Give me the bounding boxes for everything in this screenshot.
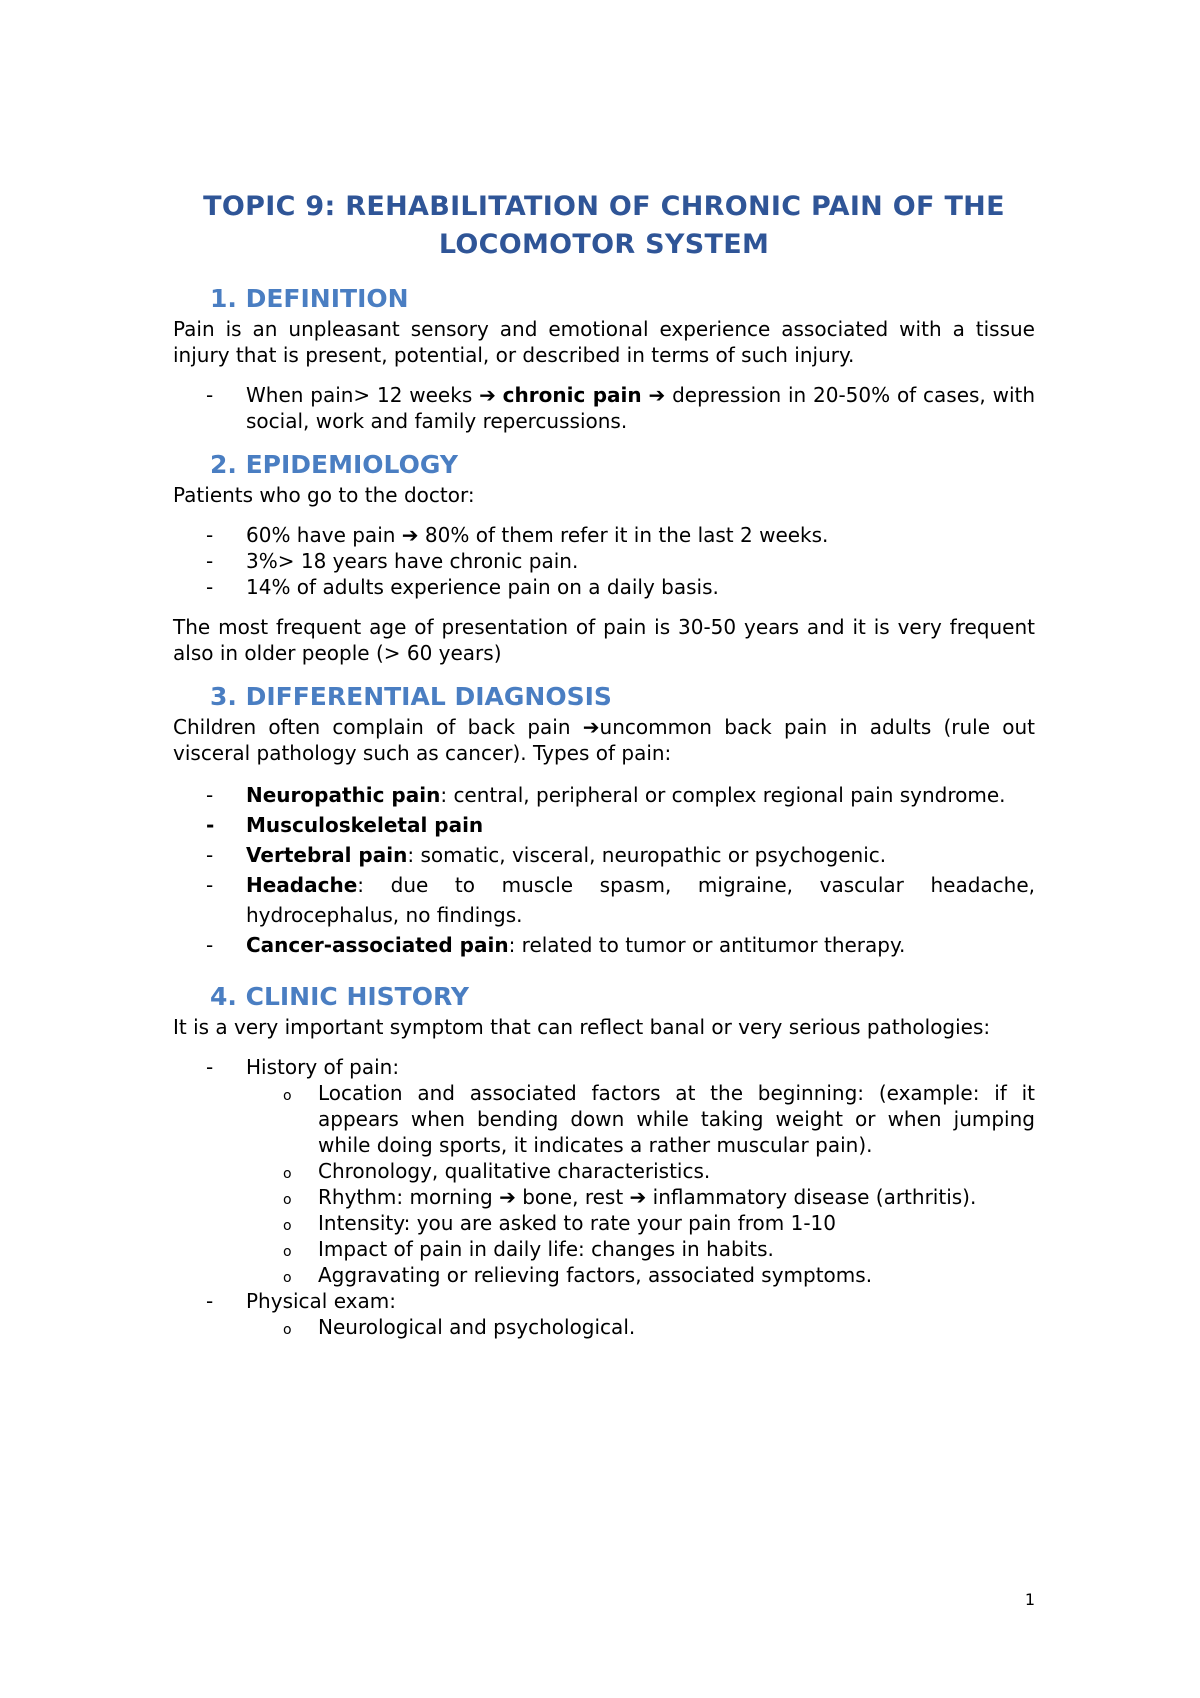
text-fragment: When pain> 12 weeks [246, 383, 473, 407]
dash-marker: - [206, 575, 214, 599]
text-fragment: Intensity: you are asked to rate your pain from 1-10 [318, 1211, 836, 1235]
list-item [173, 780, 1035, 810]
circle-bullet-icon: o [283, 1270, 292, 1286]
bold-term: Musculoskeletal pain [246, 813, 484, 837]
definition-paragraph: Pain is an unpleasant sensory and emotional experience associated with a tissue injury that is present, potential, or described in terms of such injury. [173, 317, 1035, 367]
list-item [173, 1054, 1035, 1080]
heading-definition: 1. DEFINITION [210, 284, 409, 313]
text-fragment: Aggravating or relieving factors, associated symptoms. [318, 1263, 873, 1287]
text-fragment: bone, rest [522, 1185, 624, 1209]
sub-list-item [173, 1210, 1035, 1236]
circle-bullet-icon: o [283, 1166, 292, 1182]
circle-bullet-icon: o [283, 1192, 292, 1208]
arrow-icon: ➔ [499, 1185, 516, 1209]
dash-marker: - [206, 1289, 214, 1313]
bold-term: Neuropathic pain [246, 783, 441, 807]
circle-bullet-icon: o [283, 1218, 292, 1234]
heading-clinic-history: 4. CLINIC HISTORY [210, 982, 469, 1011]
document-title: TOPIC 9: REHABILITATION OF CHRONIC PAIN OF THE LOCOMOTOR SYSTEM [203, 191, 1005, 260]
dash-marker: - [206, 873, 214, 897]
document-content [173, 188, 1035, 1340]
list-item [173, 1288, 1035, 1314]
text-fragment: 14% of adults experience pain on a daily basis. [246, 575, 719, 599]
text-fragment: History of pain: [246, 1055, 400, 1079]
text-fragment: Rhythm: morning [318, 1185, 493, 1209]
sub-list-item [173, 1262, 1035, 1288]
epidemiology-closing: The most frequent age of presentation of pain is 30-50 years and it is very frequent also in older people (> 60 years) [173, 615, 1035, 665]
pain-types-list [173, 780, 1035, 960]
dash-marker: - [206, 933, 214, 957]
text-fragment: 3%> 18 years have chronic pain. [246, 549, 579, 573]
clinic-list-exam [173, 1288, 1035, 1314]
text-fragment: Physical exam: [246, 1289, 396, 1313]
circle-bullet-icon: o [283, 1322, 292, 1338]
heading-differential-diagnosis: 3. DIFFERENTIAL DIAGNOSIS [210, 682, 612, 711]
list-item [173, 574, 1035, 600]
page-number: 1 [1024, 1590, 1035, 1609]
text-fragment: uncommon back pain in adults (rule out visceral pathology such as cancer). Types of pain: [173, 715, 1036, 765]
text-fragment: inflammatory disease (arthritis). [652, 1185, 977, 1209]
list-item [173, 840, 1035, 870]
list-item [173, 548, 1035, 574]
text-fragment: depression in 20-50% of cases, with social, work and family repercussions. [246, 383, 1036, 433]
differential-intro [173, 714, 1035, 766]
text-fragment: : related to tumor or antitumor therapy. [508, 933, 906, 957]
list-item [173, 930, 1035, 960]
epidemiology-list [173, 522, 1035, 600]
heading-epidemiology: 2. EPIDEMIOLOGY [210, 450, 458, 479]
clinic-list [173, 1054, 1035, 1080]
sub-list-item [173, 1158, 1035, 1184]
text-fragment: : due to muscle spasm, migraine, vascular headache, hydrocephalus, no findings. [246, 873, 1035, 927]
dash-marker: - [206, 783, 214, 807]
circle-bullet-icon: o [283, 1244, 292, 1260]
dash-marker: - [206, 843, 214, 867]
text-fragment: : somatic, visceral, neuropathic or psychogenic. [407, 843, 887, 867]
arrow-icon: ➔ [582, 715, 600, 739]
list-item [173, 382, 1035, 434]
text-fragment: Chronology, qualitative characteristics. [318, 1159, 711, 1183]
text-fragment: Neurological and psychological. [318, 1315, 636, 1339]
definition-list [173, 382, 1035, 434]
arrow-icon: ➔ [401, 523, 419, 547]
bold-term: chronic pain [502, 383, 642, 407]
dash-marker: - [206, 549, 214, 573]
bold-term: Cancer-associated pain [246, 933, 509, 957]
dash-marker: - [206, 813, 215, 837]
bold-term: Vertebral pain [246, 843, 408, 867]
history-sublist [173, 1080, 1035, 1288]
text-fragment: : central, peripheral or complex regional pain syndrome. [440, 783, 1006, 807]
text-fragment: Impact of pain in daily life: changes in habits. [318, 1237, 774, 1261]
text-fragment: 60% have pain [246, 523, 396, 547]
sub-list-item [173, 1080, 1035, 1158]
sub-list-item [173, 1314, 1035, 1340]
sub-list-item [173, 1184, 1035, 1210]
text-fragment: Children often complain of back pain [173, 715, 571, 739]
dash-marker: - [206, 383, 214, 407]
text-fragment: Location and associated factors at the beginning: (example: if it appears when bending down while taking weight or when jumping while doing sports, it indicates a rather muscular pain). [318, 1081, 1035, 1157]
epidemiology-intro: Patients who go to the doctor: [173, 483, 475, 507]
arrow-icon: ➔ [479, 383, 496, 407]
arrow-icon: ➔ [629, 1185, 647, 1209]
dash-marker: - [206, 1055, 214, 1079]
arrow-icon: ➔ [648, 383, 666, 407]
text-fragment: 80% of them refer it in the last 2 weeks. [424, 523, 829, 547]
list-item [173, 870, 1035, 930]
sub-list-item [173, 1236, 1035, 1262]
dash-marker: - [206, 523, 214, 547]
list-item [173, 522, 1035, 548]
circle-bullet-icon: o [283, 1088, 292, 1104]
list-item [173, 810, 1035, 840]
bold-term: Headache [246, 873, 358, 897]
exam-sublist [173, 1314, 1035, 1340]
clinic-intro: It is a very important symptom that can reflect banal or very serious pathologies: [173, 1015, 991, 1039]
